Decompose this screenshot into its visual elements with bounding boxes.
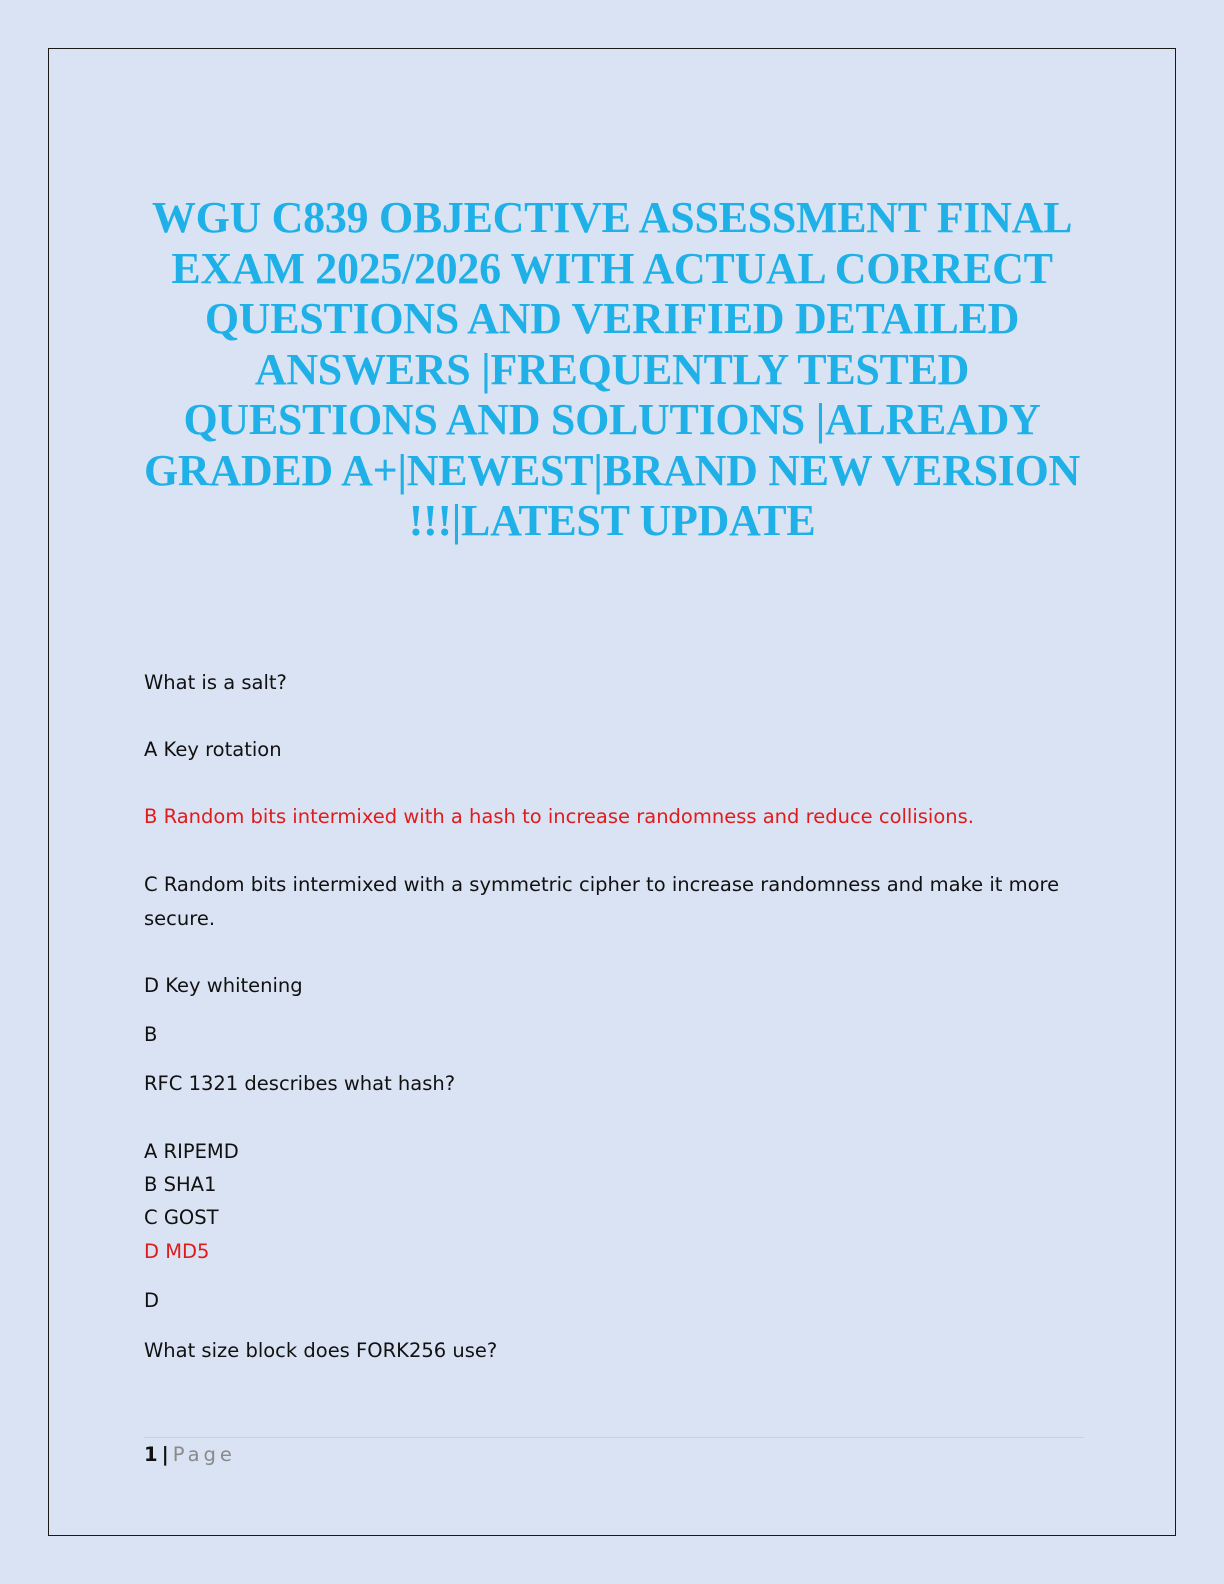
document-title: WGU C839 OBJECTIVE ASSESSMENT FINAL EXAM 2025/2026 WITH ACTUAL CORRECT QUESTIONS AND VERIFIED DETAILED ANSWERS |FREQUENTLY TESTED QUESTIONS AND SOLUTIONS |ALREADY GRADED A+|NEWEST|BRAND NEW VERSION !!!|LATEST UPDATE xyxy=(143,193,1081,545)
question-3-text: What size block does FORK256 use? xyxy=(144,1339,498,1362)
question-2-option-d-correct: D MD5 xyxy=(144,1240,210,1263)
question-1-option-b-correct: B Random bits intermixed with a hash to increase randomness and reduce collisions. xyxy=(144,805,974,828)
question-1-option-c: C Random bits intermixed with a symmetric cipher to increase randomness and make it more secure. xyxy=(144,873,1060,930)
question-1-answer: B xyxy=(144,1023,158,1046)
question-1-option-a: A Key rotation xyxy=(144,738,282,761)
question-2-answer: D xyxy=(144,1289,160,1312)
footer-divider xyxy=(144,1437,1084,1438)
footer-separator: | xyxy=(161,1443,169,1466)
question-2-option-c: C GOST xyxy=(144,1206,219,1229)
question-1-text: What is a salt? xyxy=(144,671,287,694)
page-label: Page xyxy=(172,1443,236,1466)
question-2-option-b: B SHA1 xyxy=(144,1173,217,1196)
page-footer xyxy=(144,1440,236,1470)
question-1-option-d: D Key whitening xyxy=(144,974,303,997)
question-2-option-a: A RIPEMD xyxy=(144,1140,239,1163)
question-2-text: RFC 1321 describes what hash? xyxy=(144,1072,456,1095)
page-number: 1 xyxy=(144,1443,158,1466)
